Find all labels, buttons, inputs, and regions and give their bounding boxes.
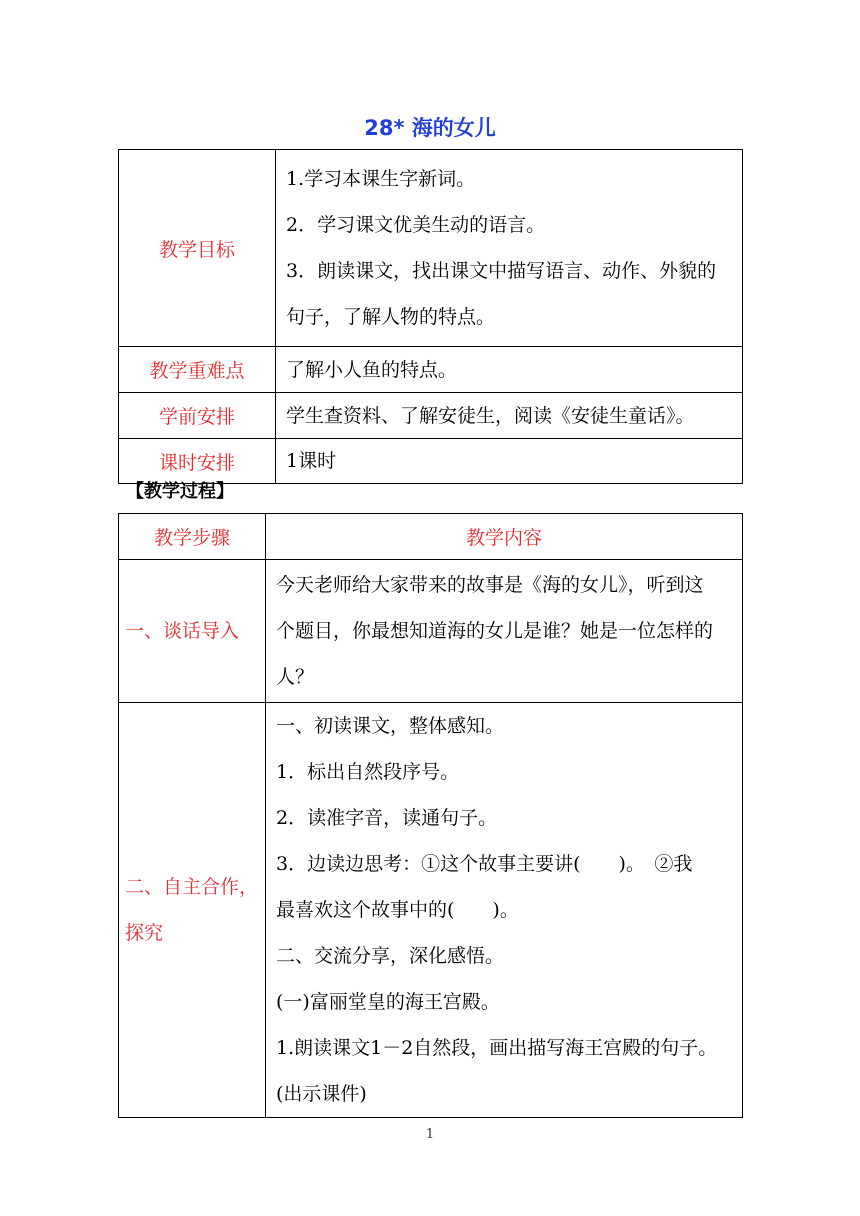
step2-line: 2．读准字音，读通句子。 bbox=[276, 807, 498, 829]
goal-line: 3．朗读课文，找出课文中描写语言、动作、外貌的 bbox=[286, 260, 717, 282]
step2-line: 1.朗读课文1－2自然段，画出描写海王宫殿的句子。 bbox=[276, 1037, 718, 1059]
section-heading: 【教学过程】 bbox=[126, 481, 234, 502]
goal-content bbox=[276, 150, 743, 347]
step1-row bbox=[119, 560, 743, 703]
teaching-process-table bbox=[118, 513, 743, 1118]
prep-row bbox=[119, 393, 743, 439]
step1-content bbox=[266, 560, 743, 703]
step2-line: 一、初读课文，整体感知。 bbox=[276, 715, 505, 737]
process-header-row bbox=[119, 514, 743, 560]
prep-label: 学前安排 bbox=[119, 393, 276, 439]
step2-line: (一)富丽堂皇的海王宫殿。 bbox=[276, 991, 500, 1013]
step2-line: 最喜欢这个故事中的( )。 bbox=[276, 899, 519, 921]
goal-line: 2．学习课文优美生动的语言。 bbox=[286, 214, 546, 236]
difficulty-row bbox=[119, 347, 743, 393]
document-title: 28* 海的女儿 bbox=[364, 116, 496, 140]
prep-value: 学生查资料、了解安徒生，阅读《安徒生童话》。 bbox=[276, 393, 743, 439]
hours-value: 1课时 bbox=[276, 439, 743, 484]
col-step-header: 教学步骤 bbox=[119, 514, 266, 560]
step2-row bbox=[119, 703, 743, 1118]
goal-label: 教学目标 bbox=[119, 150, 276, 347]
step2-line: 3．边读边思考：①这个故事主要讲( )。 ②我 bbox=[276, 853, 693, 875]
step2-line: 1．标出自然段序号。 bbox=[276, 761, 460, 783]
step1-line: 个题目，你最想知道海的女儿是谁？她是一位怎样的 bbox=[276, 620, 714, 642]
hours-row bbox=[119, 439, 743, 484]
step2-line: 二、交流分享，深化感悟。 bbox=[276, 945, 505, 967]
step2-content bbox=[266, 703, 743, 1118]
difficulty-value: 了解小人鱼的特点。 bbox=[276, 347, 743, 393]
step2-line: (出示课件) bbox=[276, 1083, 367, 1105]
goal-row bbox=[119, 150, 743, 347]
step1-label: 一、谈话导入 bbox=[119, 560, 266, 703]
step2-label-line: 二、自主合作， bbox=[125, 876, 259, 898]
step2-label bbox=[119, 703, 266, 1118]
goal-line: 1.学习本课生字新词。 bbox=[286, 168, 476, 190]
step1-line: 今天老师给大家带来的故事是《海的女儿》，听到这 bbox=[276, 574, 704, 596]
col-content-header: 教学内容 bbox=[266, 514, 743, 560]
page-number: 1 bbox=[425, 1127, 435, 1142]
step2-label-line: 探究 bbox=[125, 922, 164, 944]
goal-line: 句子，了解人物的特点。 bbox=[286, 306, 496, 328]
lesson-info-table bbox=[118, 149, 743, 484]
hours-label: 课时安排 bbox=[119, 439, 276, 484]
step1-line: 人？ bbox=[276, 666, 315, 688]
difficulty-label: 教学重难点 bbox=[119, 347, 276, 393]
